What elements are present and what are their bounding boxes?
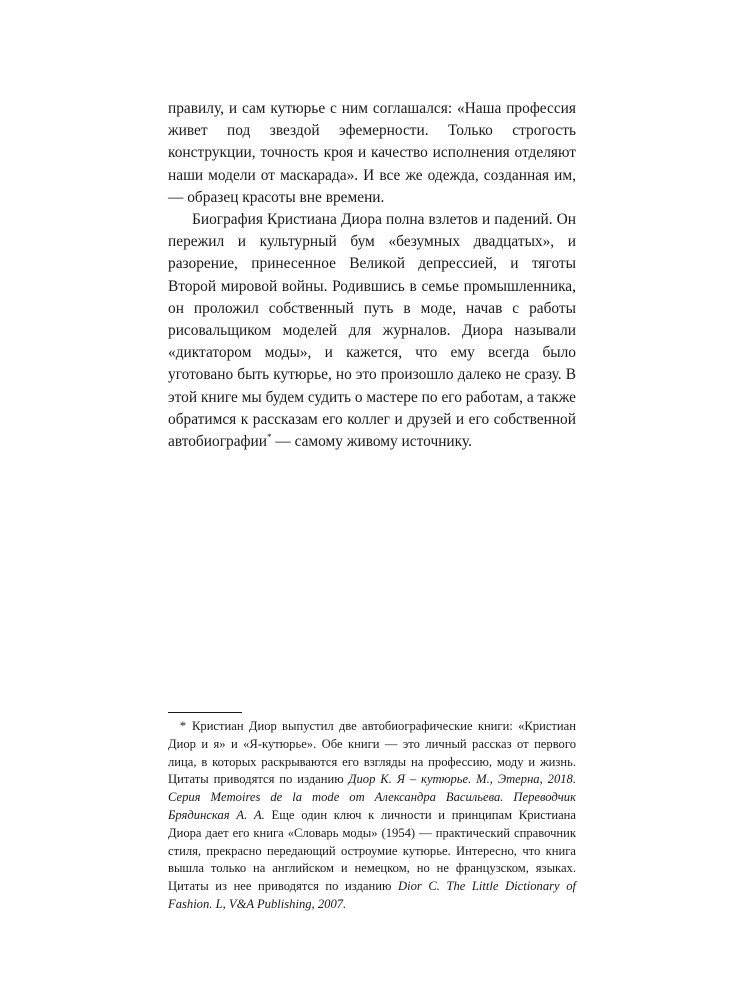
- paragraph-2-tail: — самому живому источнику.: [271, 433, 472, 451]
- footnote-citation-1: Диор К. Я – кутюрье. М., Этерна, 2018. Серия Memoires de la mode от Александра Васильева. Переводчик Брядинская А. А.: [168, 772, 576, 822]
- paragraph-2-text: Биография Кристиана Диора полна взлетов и падений. Он пережил и культурный бум «безумных двадцатых», и разорение, принесенное Великой депрессией, и тяготы Второй мировой войны. Родившись в семье промышленника, он проложил собственный путь в моде, начав с работы рисовальщиком моделей для журналов. Диора называли «диктатором моды», и кажется, что ему всегда было уготовано быть кутюрье, но это произошло далеко не сразу. В этой книге мы будем судить о мастере по его работам, а также обратимся к рассказам его коллег и друзей и его собственной автобиографии: [168, 211, 576, 451]
- footnote-text-2: Еще один ключ к личности и принципам Кристиана Диора дает его книга «Словарь моды» (1954) — практический справочник стиля, прекрасно передающий остроумие кутюрье. Интересно, что книга вышла только на английском и немецком, но не французском, языках. Цитаты из нее приводятся по изданию: [168, 807, 576, 894]
- paragraph-1: правилу, и сам кутюрье с ним соглашался: «Наша профессия живет под звездой эфемерности. Только строгость конструкции, точность кроя и качество исполнения отделяют наши модели от маскарада». И все же одежда, созданная им, — образец красоты вне времени.: [168, 100, 576, 206]
- paragraph-2: [168, 209, 576, 453]
- footnote-text-1: Кристиан Диор выпустил две автобиографические книги: «Кристиан Диор и я» и «Я-кутюрье». Обе книги — это личный рассказ от первого лица, в которых раскрываются его взгляды на профессию, моду и жизнь. Цитаты приводятся по изданию: [168, 719, 576, 787]
- footnote: [168, 718, 576, 914]
- footnote-mark: *: [179, 719, 186, 733]
- main-text-block: [168, 98, 576, 453]
- footnote-reference: *: [266, 431, 272, 442]
- footnote-citation-2: Dior C. The Little Dictionary of Fashion. L, V&A Publishing, 2007.: [168, 879, 577, 911]
- footnote-separator: [168, 712, 242, 713]
